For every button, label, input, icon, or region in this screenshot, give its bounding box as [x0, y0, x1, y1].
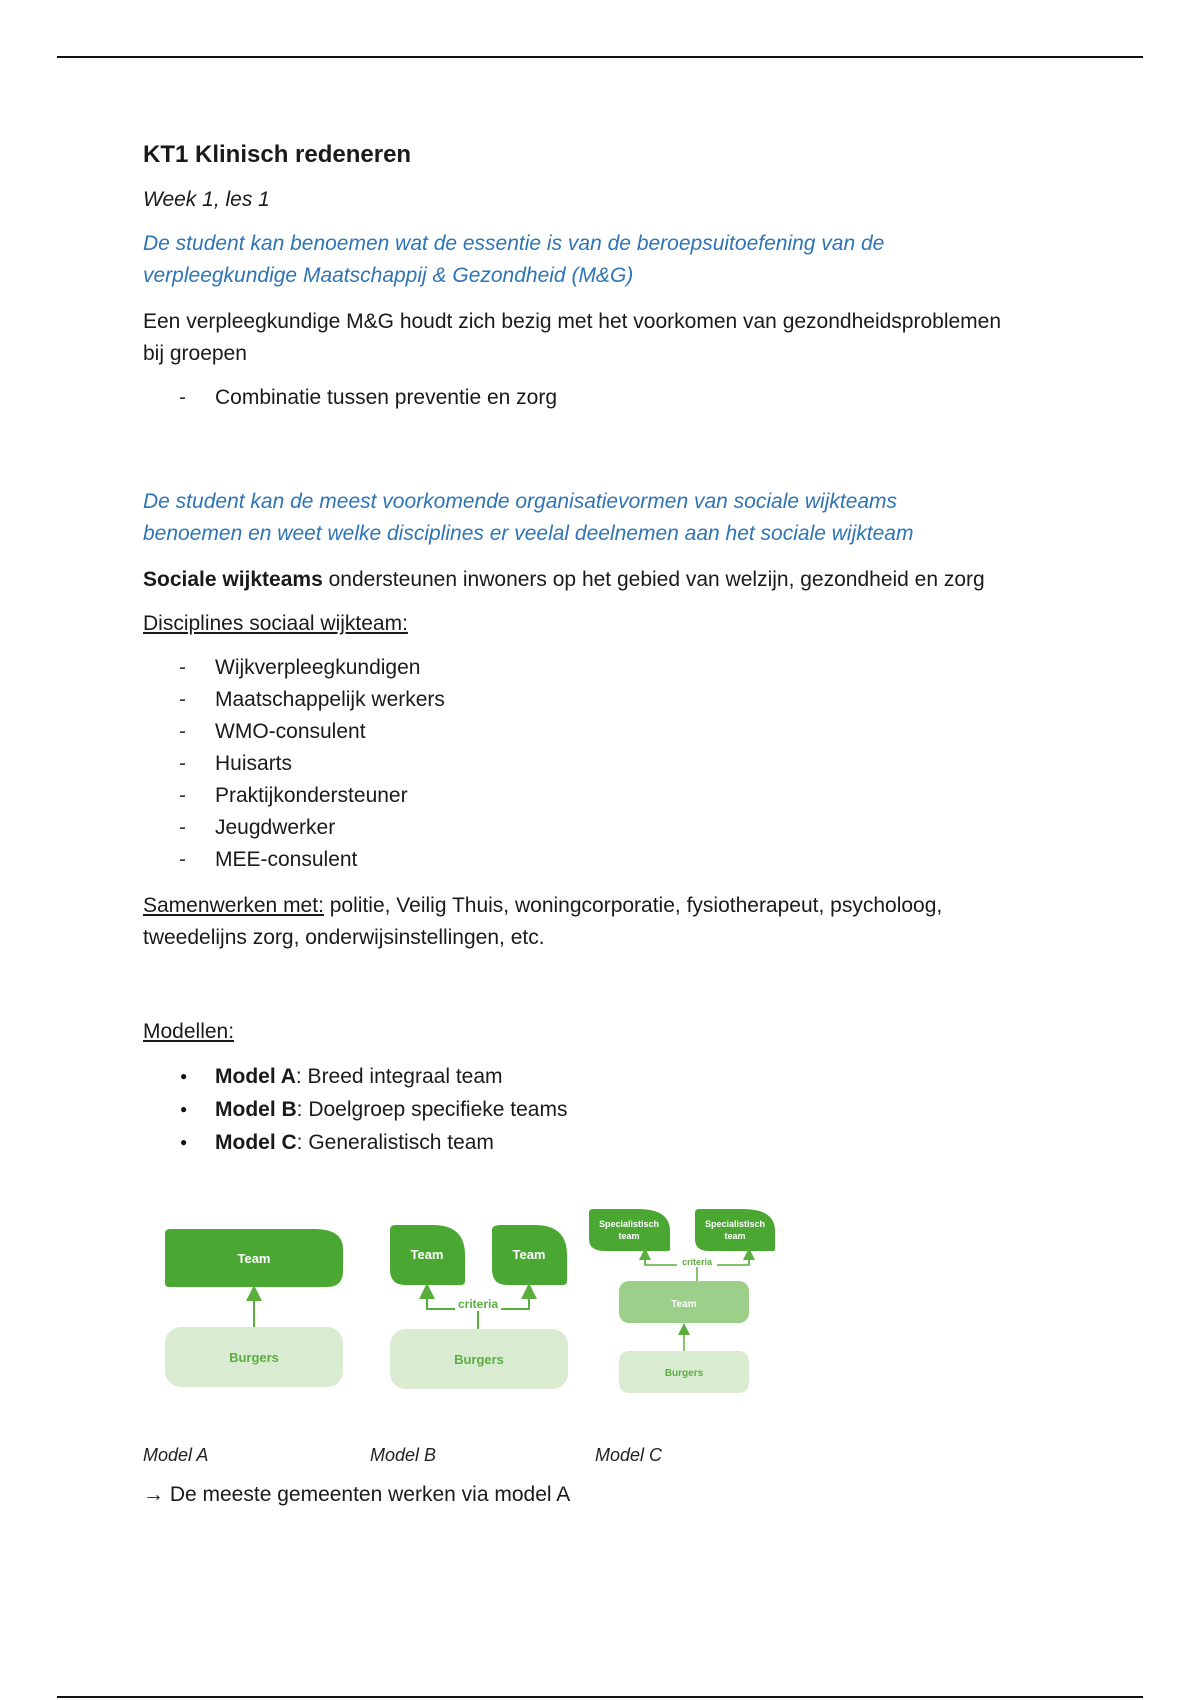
model-c-criteria-label: criteria — [681, 1257, 713, 1267]
model-c-specialist-label-1a: Specialistisch — [598, 1219, 660, 1229]
list-item: ● Model C: Generalistisch team — [143, 1126, 1083, 1159]
model-c-specialist-label-2a: Specialistisch — [704, 1219, 766, 1229]
list-item: - MEE-consulent — [143, 844, 1083, 876]
model-c-diagram — [589, 1209, 775, 1393]
modellen-heading: Modellen: — [143, 1020, 235, 1043]
models-diagram — [143, 1199, 1083, 1439]
footer-rule — [57, 1696, 1143, 1698]
disciplines-heading: Disciplines sociaal wijkteam: — [143, 612, 408, 635]
list-item: ● Model B: Doelgroep specifieke teams — [143, 1093, 1083, 1126]
list-item: ● Model A: Breed integraal team — [143, 1060, 1083, 1093]
list-item: - Jeugdwerker — [143, 812, 1083, 844]
model-b-diagram — [390, 1225, 568, 1389]
model-c-burgers-label: Burgers — [664, 1368, 704, 1379]
mg-list — [143, 382, 1083, 414]
week-label: Week 1, les 1 — [143, 188, 270, 211]
caption-model-a: Model A — [143, 1445, 209, 1465]
model-c-specialist-box-2 — [695, 1209, 775, 1251]
list-item: - Huisarts — [143, 748, 1083, 780]
list-item: - Maatschappelijk werkers — [143, 684, 1083, 716]
model-a-burgers-label: Burgers — [229, 1350, 279, 1365]
model-c-team-label: Team — [671, 1299, 697, 1310]
conclusion-text: → De meeste gemeenten werken via model A — [143, 1483, 571, 1506]
list-item: - Combinatie tussen preventie en zorg — [143, 382, 1083, 414]
model-c-specialist-label-2b: team — [724, 1231, 746, 1241]
model-a-team-label: Team — [237, 1251, 271, 1266]
caption-model-b: Model B — [370, 1445, 437, 1465]
model-b-burgers-label: Burgers — [454, 1352, 504, 1367]
document-title: KT1 Klinisch redeneren — [143, 141, 412, 168]
model-b-team-label-1: Team — [410, 1247, 444, 1262]
disciplines-list — [143, 652, 1083, 876]
model-b-criteria-label: criteria — [457, 1297, 499, 1311]
paragraph-samenwerken: Samenwerken met: politie, Veilig Thuis, woningcorporatie, fysiotherapeut, psycholoog, tweedelijns zorg, onderwijsinstellingen, etc. — [143, 894, 943, 949]
model-a-diagram — [165, 1229, 343, 1387]
learning-goal-1: De student kan benoemen wat de essentie is van de beroepsuitoefening van de verpleegkundige Maatschappij & Gezondheid (M&G) — [143, 232, 885, 287]
document-body — [143, 140, 1083, 1523]
models-diagram-svg — [143, 1199, 803, 1439]
header-rule — [57, 56, 1143, 58]
diagram-captions — [143, 1439, 1083, 1473]
paragraph-mg: Een verpleegkundige M&G houdt zich bezig met het voorkomen van gezondheidsproblemen bij groepen — [143, 310, 1002, 365]
model-b-team-label-2: Team — [512, 1247, 546, 1262]
list-item: - Wijkverpleegkundigen — [143, 652, 1083, 684]
list-item: - WMO-consulent — [143, 716, 1083, 748]
caption-model-c: Model C — [595, 1445, 663, 1465]
paragraph-wijkteams: Sociale wijkteams ondersteunen inwoners op het gebied van welzijn, gezondheid en zorg — [143, 568, 985, 591]
models-list — [143, 1060, 1083, 1159]
learning-goal-2: De student kan de meest voorkomende organisatievormen van sociale wijkteams benoemen en weet welke disciplines er veelal deelnemen aan het sociale wijkteam — [143, 490, 914, 545]
list-item: - Praktijkondersteuner — [143, 780, 1083, 812]
model-c-specialist-box-1 — [589, 1209, 670, 1251]
model-c-specialist-label-1b: team — [618, 1231, 640, 1241]
